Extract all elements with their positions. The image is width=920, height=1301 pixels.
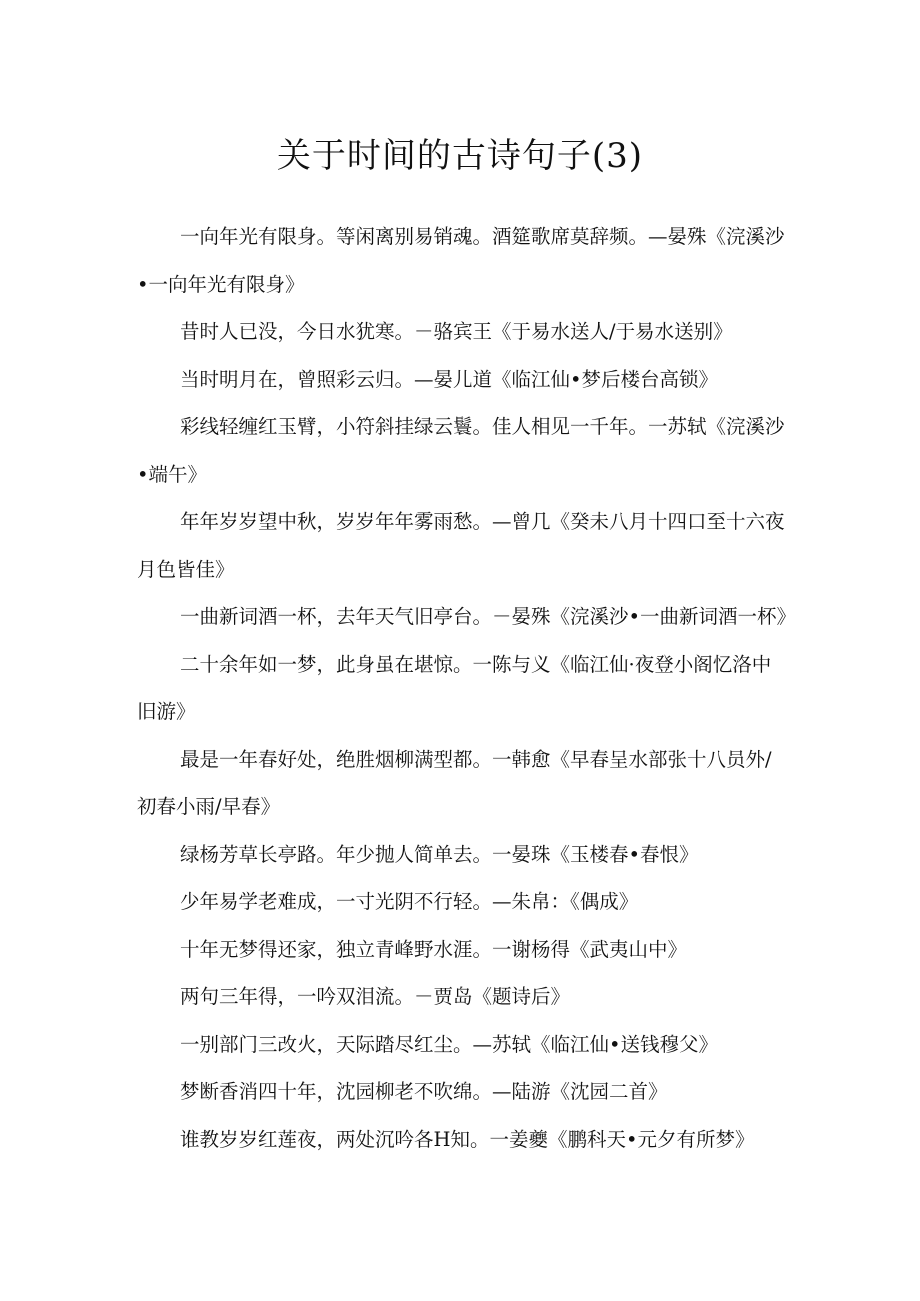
poem-line: 一别部门三改火，天际踏尽红尘。—苏轼《临江仙•送钱穆父》 <box>180 1032 719 1056</box>
poem-line: 二十余年如一梦，此身虽在堪惊。一陈与义《临江仙·夜登小阁忆洛中旧游》 <box>137 652 772 723</box>
poem-line: 两句三年得，一吟双泪流。－贾岛《题诗后》 <box>180 985 571 1008</box>
poem-list <box>137 213 797 1163</box>
poem-line: 彩线轻缠红玉臂，小符斜挂绿云鬟。佳人相见一千年。一苏轼《浣溪沙•端午》 <box>137 415 785 486</box>
poem-line: 绿杨芳草长亭路。年少抛人简单去。一晏珠《玉楼春•春恨》 <box>180 842 699 866</box>
poem-line: 一曲新词酒一杯，去年天气旧亭台。－晏殊《浣溪沙•一曲新词酒一杯》 <box>180 605 797 628</box>
page-title: 关于时间的古诗句子(3) <box>276 136 644 176</box>
poem-line: 十年无梦得还家，独立青峰野水涯。一谢杨得《武夷山中》 <box>180 937 688 961</box>
poem-line: 年年岁岁望中秋，岁岁年年雾雨愁。—曾几《癸未八月十四口至十六夜月色皆佳》 <box>137 510 785 581</box>
poem-line: 当时明月在，曾照彩云归。—晏儿道《临江仙•梦后楼台高锁》 <box>180 367 719 391</box>
poem-line: 昔时人已没，今日水犹寒。－骆宾王《于易水送人/于易水送别》 <box>180 320 733 343</box>
poem-line: 梦断香消四十年，沈园柳老不吹绵。—陆游《沈园二首》 <box>180 1080 668 1103</box>
poem-line: 少年易学老难成，一寸光阴不行轻。—朱帛：《偶成》 <box>180 890 639 913</box>
poem-line: 最是一年春好处，绝胜烟柳满型都。一韩愈《早春呈水部张十八员外/初春小雨/早春》 <box>137 747 772 818</box>
poem-line: 一向年光有限身。等闲离别易销魂。酒筵歌席莫辞频。—晏殊《浣溪沙•一向年光有限身》 <box>137 225 785 296</box>
poem-line: 谁教岁岁红莲夜，两处沉吟各H知。一姜夔《鹏科天•元夕有所梦》 <box>180 1127 755 1151</box>
